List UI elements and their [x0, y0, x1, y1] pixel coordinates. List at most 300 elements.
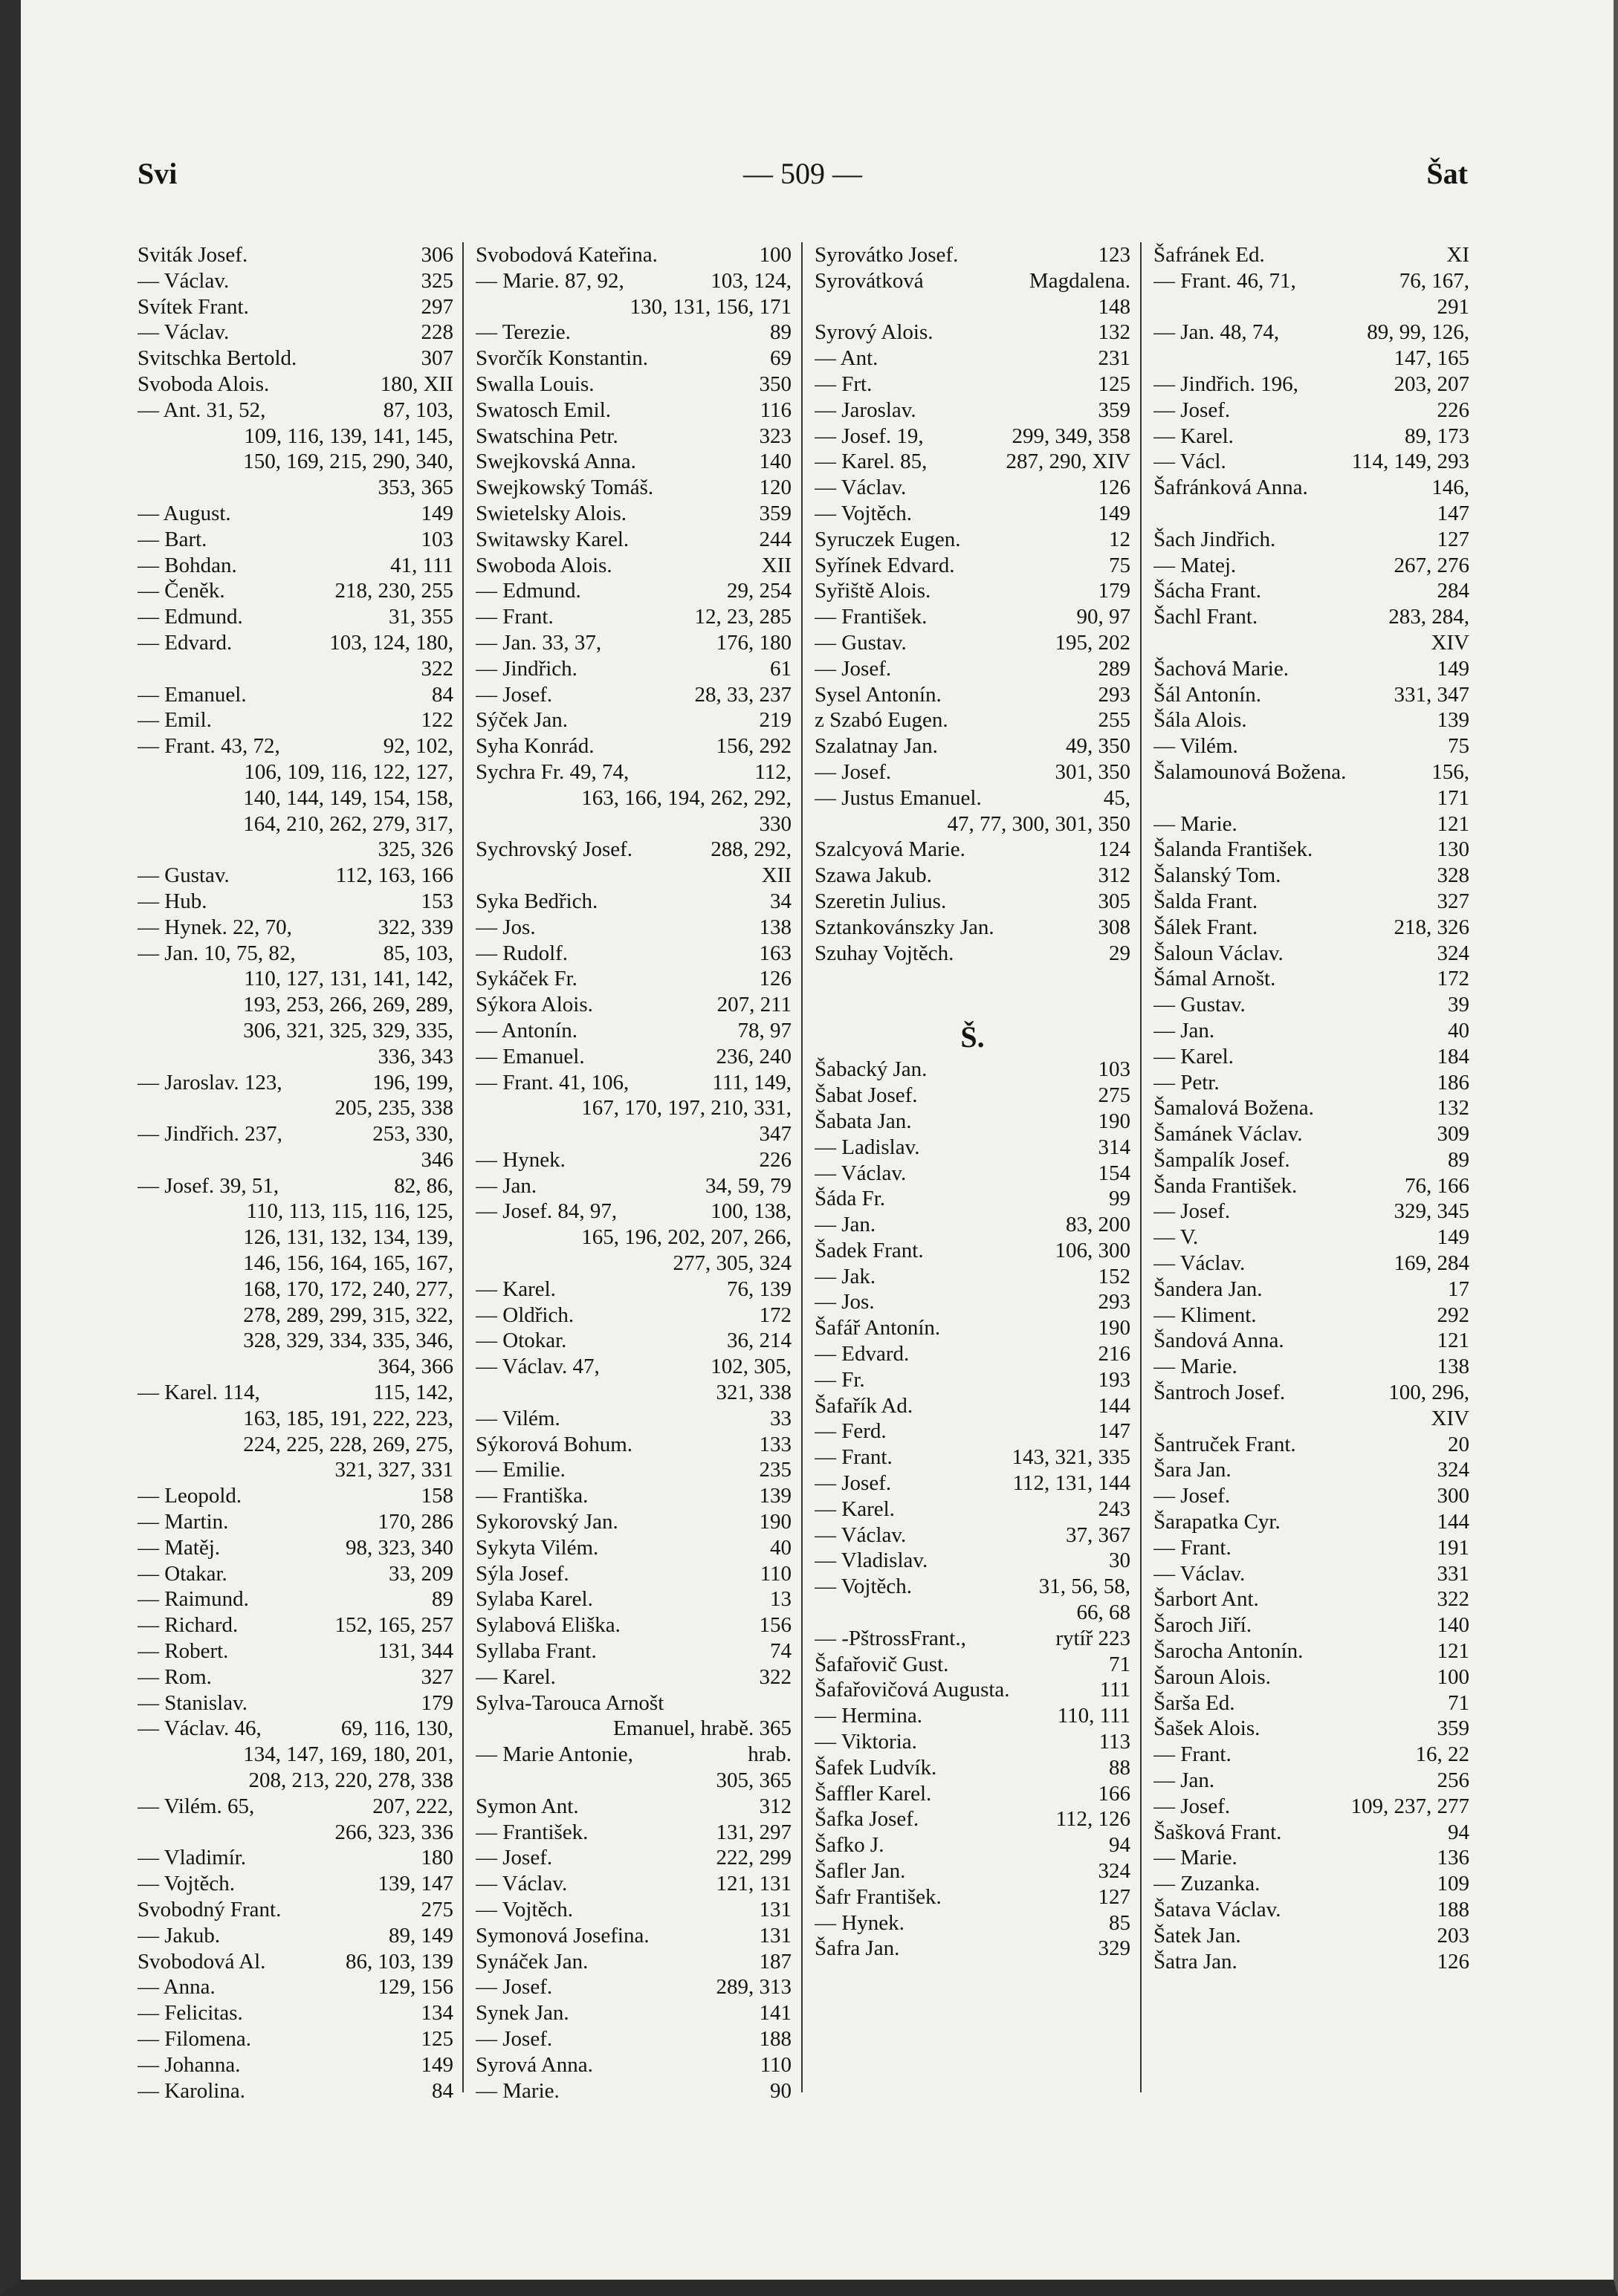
entry-name: — Hynek. 22, 70,: [137, 915, 292, 939]
entry-continuation: 168, 170, 172, 240, 277,: [243, 1277, 453, 1301]
entry-name: Syrovátková: [815, 268, 924, 293]
entry-name: — Kliment.: [1153, 1303, 1257, 1327]
index-entry: [476, 1586, 792, 1612]
entry-name: — Jan.: [815, 1213, 876, 1237]
entry-line: [137, 1923, 453, 1949]
entry-name: — Edmund.: [137, 605, 243, 629]
entry-name: — Viktoria.: [815, 1730, 917, 1754]
index-entry: [815, 1315, 1130, 1341]
entry-name: — Edvard.: [137, 630, 233, 655]
entry-line: [815, 1884, 1130, 1910]
index-entry: [137, 915, 453, 941]
entry-line: [1153, 1561, 1469, 1587]
entry-name: — Vladimír.: [137, 1846, 247, 1870]
entry-pages: 152: [1098, 1264, 1130, 1288]
entry-line: [476, 578, 792, 604]
index-entry: [137, 578, 453, 604]
index-entry: [1153, 449, 1469, 475]
entry-pages: 85, 103,: [383, 941, 453, 965]
entry-name: — Filomena.: [137, 2026, 252, 2051]
entry-continuation: 346: [421, 1147, 453, 1172]
entry-continuation: 306, 321, 325, 329, 335,: [243, 1018, 453, 1042]
entry-name: — Marie.: [476, 2078, 560, 2103]
entry-name: — Jak.: [815, 1264, 876, 1288]
entry-continuation: 163, 166, 194, 262, 292,: [581, 785, 792, 810]
entry-name: — Bohdan.: [137, 553, 237, 577]
entry-name: Šantruček Frant.: [1153, 1432, 1296, 1456]
entry-pages: 153: [421, 889, 453, 913]
entry-line: [815, 268, 1130, 294]
entry-pages: 88: [1109, 1755, 1130, 1780]
entry-line: [1153, 1949, 1469, 1975]
index-entry: [1153, 372, 1469, 398]
entry-pages: 331: [1437, 1561, 1469, 1586]
entry-name: Šabata Jan.: [815, 1109, 912, 1133]
entry-name: — August.: [137, 501, 231, 525]
entry-pages: 190: [1098, 1109, 1130, 1133]
entry-line: [476, 1638, 792, 1664]
entry-pages: 179: [421, 1690, 453, 1715]
index-entry: [1153, 1044, 1469, 1070]
entry-continuation: 163, 185, 191, 222, 223,: [243, 1406, 453, 1430]
entry-pages: 154: [1098, 1161, 1130, 1185]
entry-pages: 76, 139: [727, 1277, 792, 1301]
entry-continuation: 193, 253, 266, 269, 289,: [243, 993, 453, 1017]
entry-pages: 120: [759, 476, 792, 500]
entry-line: [1153, 1923, 1469, 1949]
entry-name: Szalatnay Jan.: [815, 734, 938, 759]
index-entry: [476, 837, 792, 889]
index-entry: [815, 1652, 1130, 1678]
index-entry: [476, 682, 792, 708]
entry-name: — Gustav.: [815, 630, 907, 655]
index-entry: [815, 398, 1130, 424]
entry-name: Šarša Ed.: [1153, 1690, 1235, 1715]
index-entry: [476, 1483, 792, 1509]
index-entry: [1153, 578, 1469, 604]
entry-name: — Františka.: [476, 1484, 589, 1508]
entry-line: [476, 2052, 792, 2078]
entry-line: [815, 1341, 1130, 1367]
entry-name: Šarocha Antonín.: [1153, 1639, 1304, 1664]
entry-line: [1153, 1794, 1469, 1820]
index-entry: [1153, 1845, 1469, 1871]
section-gap: [815, 966, 1130, 1018]
index-entry: [137, 1716, 453, 1793]
index-entry: [1153, 1225, 1469, 1251]
index-entry: [476, 1018, 792, 1044]
entry-pages: 122: [421, 708, 453, 733]
entry-name: Šalanda František.: [1153, 837, 1313, 862]
index-entry: [815, 1367, 1130, 1393]
entry-line: [476, 1406, 792, 1432]
entry-pages: 324: [1098, 1859, 1130, 1884]
entry-name: — Václav.: [1153, 1251, 1246, 1276]
index-entry: [476, 941, 792, 967]
entry-continuation: 47, 77, 300, 301, 350: [947, 811, 1130, 836]
entry-name: — Edmund.: [476, 579, 581, 603]
entry-name: — Marie.: [1153, 1355, 1237, 1379]
entry-name: — Jindřich. 237,: [137, 1122, 282, 1147]
index-entry: [1153, 1794, 1469, 1820]
entry-pages: 83, 200: [1066, 1213, 1130, 1237]
entry-name: Šamánek Václav.: [1153, 1122, 1303, 1147]
entry-pages: 144: [1437, 1510, 1469, 1534]
entry-line: [137, 1897, 453, 1923]
entry-pages: 17: [1448, 1277, 1469, 1301]
entry-name: — Rom.: [137, 1664, 212, 1689]
entry-name: — Jindřich.: [476, 656, 577, 681]
entry-line: [476, 1070, 792, 1096]
entry-name: Šarbort Ant.: [1153, 1587, 1259, 1612]
entry-pages: 196, 199,: [372, 1070, 453, 1095]
entry-line: [1153, 1147, 1469, 1173]
index-entry: [815, 527, 1130, 553]
entry-line: [137, 398, 453, 424]
entry-line: [815, 1161, 1130, 1187]
entry-pages: 325: [421, 268, 453, 293]
index-entry: [815, 1703, 1130, 1729]
entry-name: Sychrovský Josef.: [476, 837, 633, 862]
entry-line: [1153, 941, 1469, 967]
entry-name: — Václav.: [815, 476, 907, 500]
index-entry: [476, 1561, 792, 1587]
entry-name: Šálek Frant.: [1153, 915, 1258, 939]
index-entry: [137, 1794, 453, 1846]
entry-line: [815, 449, 1130, 475]
entry-pages: 103, 124, 180,: [329, 630, 453, 655]
entry-pages: 219: [759, 708, 792, 733]
entry-name: — Josef.: [476, 2026, 553, 2051]
entry-name: — Karel. 85,: [815, 450, 928, 474]
index-entry: [137, 1380, 453, 1483]
entry-line: [815, 863, 1130, 889]
entry-name: Sychra Fr. 49, 74,: [476, 759, 630, 784]
page-number: — 509 —: [743, 157, 862, 190]
entry-pages: 92, 102,: [383, 734, 453, 759]
entry-line: [1153, 1612, 1469, 1638]
entry-continuation: 66, 68: [1076, 1601, 1130, 1625]
entry-line: [815, 1057, 1130, 1083]
entry-pages: 116: [760, 398, 792, 422]
entry-pages: 359: [1437, 1716, 1469, 1741]
index-entry: [815, 1186, 1130, 1212]
entry-line: [1153, 553, 1469, 579]
entry-continuation: 148: [1098, 294, 1130, 319]
index-entry: [476, 1277, 792, 1303]
entry-name: — Václ.: [1153, 450, 1226, 474]
index-entry: [476, 501, 792, 527]
entry-name: Šatek Jan.: [1153, 1923, 1241, 1948]
entry-line: [476, 449, 792, 475]
entry-name: Syrovátko Josef.: [815, 243, 959, 267]
entry-pages: 203, 207: [1394, 372, 1469, 396]
index-entry: [137, 1923, 453, 1949]
entry-name: — Josef.: [1153, 1199, 1231, 1224]
entry-pages: 170, 286: [378, 1510, 453, 1534]
entry-line: [1153, 1690, 1469, 1716]
entry-line: [1153, 475, 1469, 501]
index-entry: [1153, 1095, 1469, 1121]
entry-pages: 267, 276: [1394, 553, 1469, 577]
entry-pages: 34: [770, 889, 792, 913]
index-entry: [476, 1742, 792, 1794]
index-entry: [1153, 475, 1469, 527]
entry-line: [476, 941, 792, 967]
entry-line: [1153, 1845, 1469, 1871]
entry-pages: 33: [770, 1406, 792, 1430]
index-entry: [476, 1949, 792, 1975]
entry-line: [476, 630, 792, 656]
index-entry: [476, 733, 792, 759]
entry-name: Synáček Jan.: [476, 1949, 589, 1974]
entry-name: Šach Jindřich.: [1153, 527, 1276, 551]
entry-line: [1153, 604, 1469, 630]
entry-name: — Edvard.: [815, 1342, 910, 1366]
entry-pages: 287, 290, XIV: [1006, 450, 1130, 474]
entry-pages: 36, 214: [727, 1329, 792, 1353]
entry-name: — Otokar.: [476, 1329, 567, 1353]
entry-pages: 131: [759, 1898, 792, 1922]
index-entry: [1153, 837, 1469, 863]
index-entry: [815, 1936, 1130, 1962]
index-entry: [137, 398, 453, 501]
entry-pages: 184: [1437, 1044, 1469, 1068]
entry-name: — Václav. 46,: [137, 1716, 262, 1741]
index-entry: [476, 1354, 792, 1406]
entry-pages: 129, 156: [378, 1975, 453, 2000]
entry-name: Šabacký Jan.: [815, 1057, 928, 1082]
entry-pages: 124: [1098, 837, 1130, 862]
entry-line: [476, 915, 792, 941]
entry-line: [476, 1949, 792, 1975]
entry-pages: 226: [759, 1147, 792, 1172]
entry-pages: 331, 347: [1394, 682, 1469, 707]
entry-pages: 110: [760, 2052, 792, 2077]
entry-name: — Hynek.: [476, 1147, 566, 1172]
entry-name: Sýkorová Bohum.: [476, 1432, 633, 1456]
entry-name: z Szabó Eugen.: [815, 708, 948, 733]
entry-name: — Václav.: [1153, 1561, 1246, 1586]
entry-name: Šafka Josef.: [815, 1807, 919, 1832]
entry-name: — Frant. 43, 72,: [137, 734, 280, 759]
index-entry: [815, 1289, 1130, 1315]
index-entry: [1153, 1535, 1469, 1561]
index-entry: [815, 1626, 1130, 1652]
entry-pages: 87, 103,: [383, 398, 453, 422]
entry-line: [815, 1806, 1130, 1832]
index-entry: [137, 346, 453, 372]
index-entry: [476, 604, 792, 630]
entry-line: [476, 501, 792, 527]
index-entry: [137, 2026, 453, 2052]
entry-pages: 20: [1448, 1432, 1469, 1456]
index-entry: [137, 1121, 453, 1173]
entry-line: [137, 501, 453, 527]
entry-name: Syha Konrád.: [476, 734, 595, 759]
entry-pages: 324: [1437, 1458, 1469, 1482]
entry-pages: 193: [1098, 1367, 1130, 1392]
index-column-3: [815, 242, 1130, 2092]
index-entry: [815, 1418, 1130, 1444]
entry-continuation: 328, 329, 334, 335, 346,: [243, 1329, 453, 1353]
entry-name: — Frant.: [1153, 1535, 1232, 1560]
index-entry: [137, 1586, 453, 1612]
entry-line: [476, 1173, 792, 1199]
entry-line: [815, 553, 1130, 579]
entry-name: — Otakar.: [137, 1561, 227, 1586]
entry-line: [1153, 1742, 1469, 1768]
entry-line: [476, 1483, 792, 1509]
entry-name: — Josef. 84, 97,: [476, 1199, 618, 1224]
index-entry: [476, 424, 792, 450]
entry-pages: 207, 222,: [372, 1794, 453, 1818]
entry-name: — Jos.: [815, 1290, 875, 1314]
entry-pages: 31, 56, 58,: [1038, 1575, 1130, 1599]
entry-pages: 146,: [1431, 476, 1469, 500]
entry-line: [1153, 372, 1469, 398]
entry-name: — Jan. 48, 74,: [1153, 320, 1280, 345]
entry-line: [476, 889, 792, 915]
entry-pages: 144: [1098, 1393, 1130, 1418]
entry-line: [815, 1496, 1130, 1522]
entry-line: [1153, 1380, 1469, 1406]
index-entry: [815, 604, 1130, 630]
entry-pages: 222, 299: [716, 1846, 792, 1870]
entry-pages: 121: [1437, 1329, 1469, 1353]
entry-line: [1153, 992, 1469, 1018]
entry-pages: 114, 149, 293: [1351, 450, 1469, 474]
index-entry: [1153, 320, 1469, 372]
entry-line: [476, 759, 792, 785]
index-entry: [476, 320, 792, 346]
entry-name: Šabat Josef.: [815, 1083, 918, 1108]
entry-pages: 323: [759, 424, 792, 448]
index-entry: [1153, 656, 1469, 682]
entry-name: Šachl Frant.: [1153, 605, 1258, 629]
entry-pages: 359: [1098, 398, 1130, 422]
entry-name: — Jos.: [476, 915, 536, 939]
index-entry: [476, 2078, 792, 2104]
entry-line: [815, 501, 1130, 527]
entry-name: Symon Ant.: [476, 1794, 579, 1818]
index-entry: [1153, 1121, 1469, 1147]
entry-continuation: 278, 289, 299, 315, 322,: [243, 1303, 453, 1327]
entry-pages: 191: [1437, 1535, 1469, 1560]
entry-pages: 89: [432, 1587, 453, 1612]
entry-line: [137, 1974, 453, 2000]
entry-pages: 45,: [1103, 785, 1130, 810]
entry-pages: hrab.: [748, 1742, 792, 1767]
entry-line: [1153, 424, 1469, 450]
index-entry: [1153, 915, 1469, 941]
entry-pages: 359: [759, 501, 792, 525]
index-entry: [815, 1806, 1130, 1832]
entry-name: — Vladislav.: [815, 1548, 928, 1573]
entry-line: [1153, 1044, 1469, 1070]
index-entry: [815, 1341, 1130, 1367]
entry-name: — Karel.: [1153, 424, 1234, 448]
entry-pages: 301, 350: [1055, 759, 1130, 784]
index-entry: [815, 320, 1130, 346]
index-entry: [137, 1897, 453, 1923]
index-entry: [137, 1690, 453, 1716]
entry-line: [137, 682, 453, 708]
index-entry: [137, 242, 453, 268]
entry-name: Šafařovičová Augusta.: [815, 1678, 1010, 1702]
entry-pages: 158: [421, 1484, 453, 1508]
entry-line: [137, 2052, 453, 2078]
entry-line: [1153, 1509, 1469, 1535]
index-entry: [1153, 1251, 1469, 1277]
entry-pages: 256: [1437, 1768, 1469, 1793]
entry-line: [815, 941, 1130, 967]
index-entry: [1153, 1949, 1469, 1975]
entry-line: [1153, 1121, 1469, 1147]
entry-line: [137, 1380, 453, 1406]
entry-name: — Emil.: [137, 708, 212, 733]
entry-pages: 126: [1098, 476, 1130, 500]
entry-name: — Frant. 41, 106,: [476, 1070, 630, 1095]
entry-name: — Josef. 19,: [815, 424, 924, 448]
entry-name: Sýček Jan.: [476, 708, 569, 733]
entry-pages: 112,: [754, 759, 792, 784]
entry-line: [815, 604, 1130, 630]
entry-pages: 307: [421, 346, 453, 371]
entry-name: Šanda František.: [1153, 1173, 1298, 1198]
index-entry: [815, 475, 1130, 501]
entry-name: — Vojtěch.: [815, 1575, 913, 1599]
index-entry: [137, 604, 453, 630]
entry-line: [815, 1238, 1130, 1264]
entry-name: Šafařovič Gust.: [815, 1652, 949, 1676]
entry-line: [1153, 1173, 1469, 1199]
entry-name: — Marie.: [1153, 811, 1237, 836]
entry-name: Sylva-Tarouca Arnošt: [476, 1690, 664, 1715]
entry-pages: 90, 97: [1076, 605, 1130, 629]
entry-line: [476, 1457, 792, 1483]
entry-pages: 187: [759, 1949, 792, 1974]
entry-name: — Josef.: [1153, 398, 1231, 422]
entry-pages: 166: [1098, 1781, 1130, 1806]
entry-pages: 147: [1098, 1419, 1130, 1444]
entry-pages: 299, 349, 358: [1012, 424, 1130, 448]
entry-line: [815, 837, 1130, 863]
entry-continuation: 336, 343: [378, 1044, 453, 1068]
entry-name: Šampalík Josef.: [1153, 1147, 1290, 1172]
entry-line: [137, 268, 453, 294]
index-entry: [137, 1612, 453, 1638]
index-entry: [1153, 1483, 1469, 1509]
entry-pages: 71: [1448, 1690, 1469, 1715]
entry-continuation: XIV: [1431, 630, 1469, 655]
index-entry: [476, 656, 792, 682]
entry-line: [1153, 1871, 1469, 1897]
entry-pages: 152, 165, 257: [334, 1613, 453, 1638]
index-entry: [476, 889, 792, 915]
index-entry: [1153, 1303, 1469, 1329]
entry-line: [476, 1328, 792, 1354]
index-entry: [1153, 1432, 1469, 1458]
entry-name: Šafek Ludvík.: [815, 1755, 937, 1780]
index-entry: [137, 2000, 453, 2026]
entry-name: — Václav.: [815, 1161, 907, 1185]
entry-pages: 322: [759, 1664, 792, 1689]
entry-line: [1153, 707, 1469, 733]
entry-pages: 126: [1437, 1949, 1469, 1974]
index-entry: [476, 1406, 792, 1432]
entry-name: Svitschka Bertold.: [137, 346, 297, 371]
